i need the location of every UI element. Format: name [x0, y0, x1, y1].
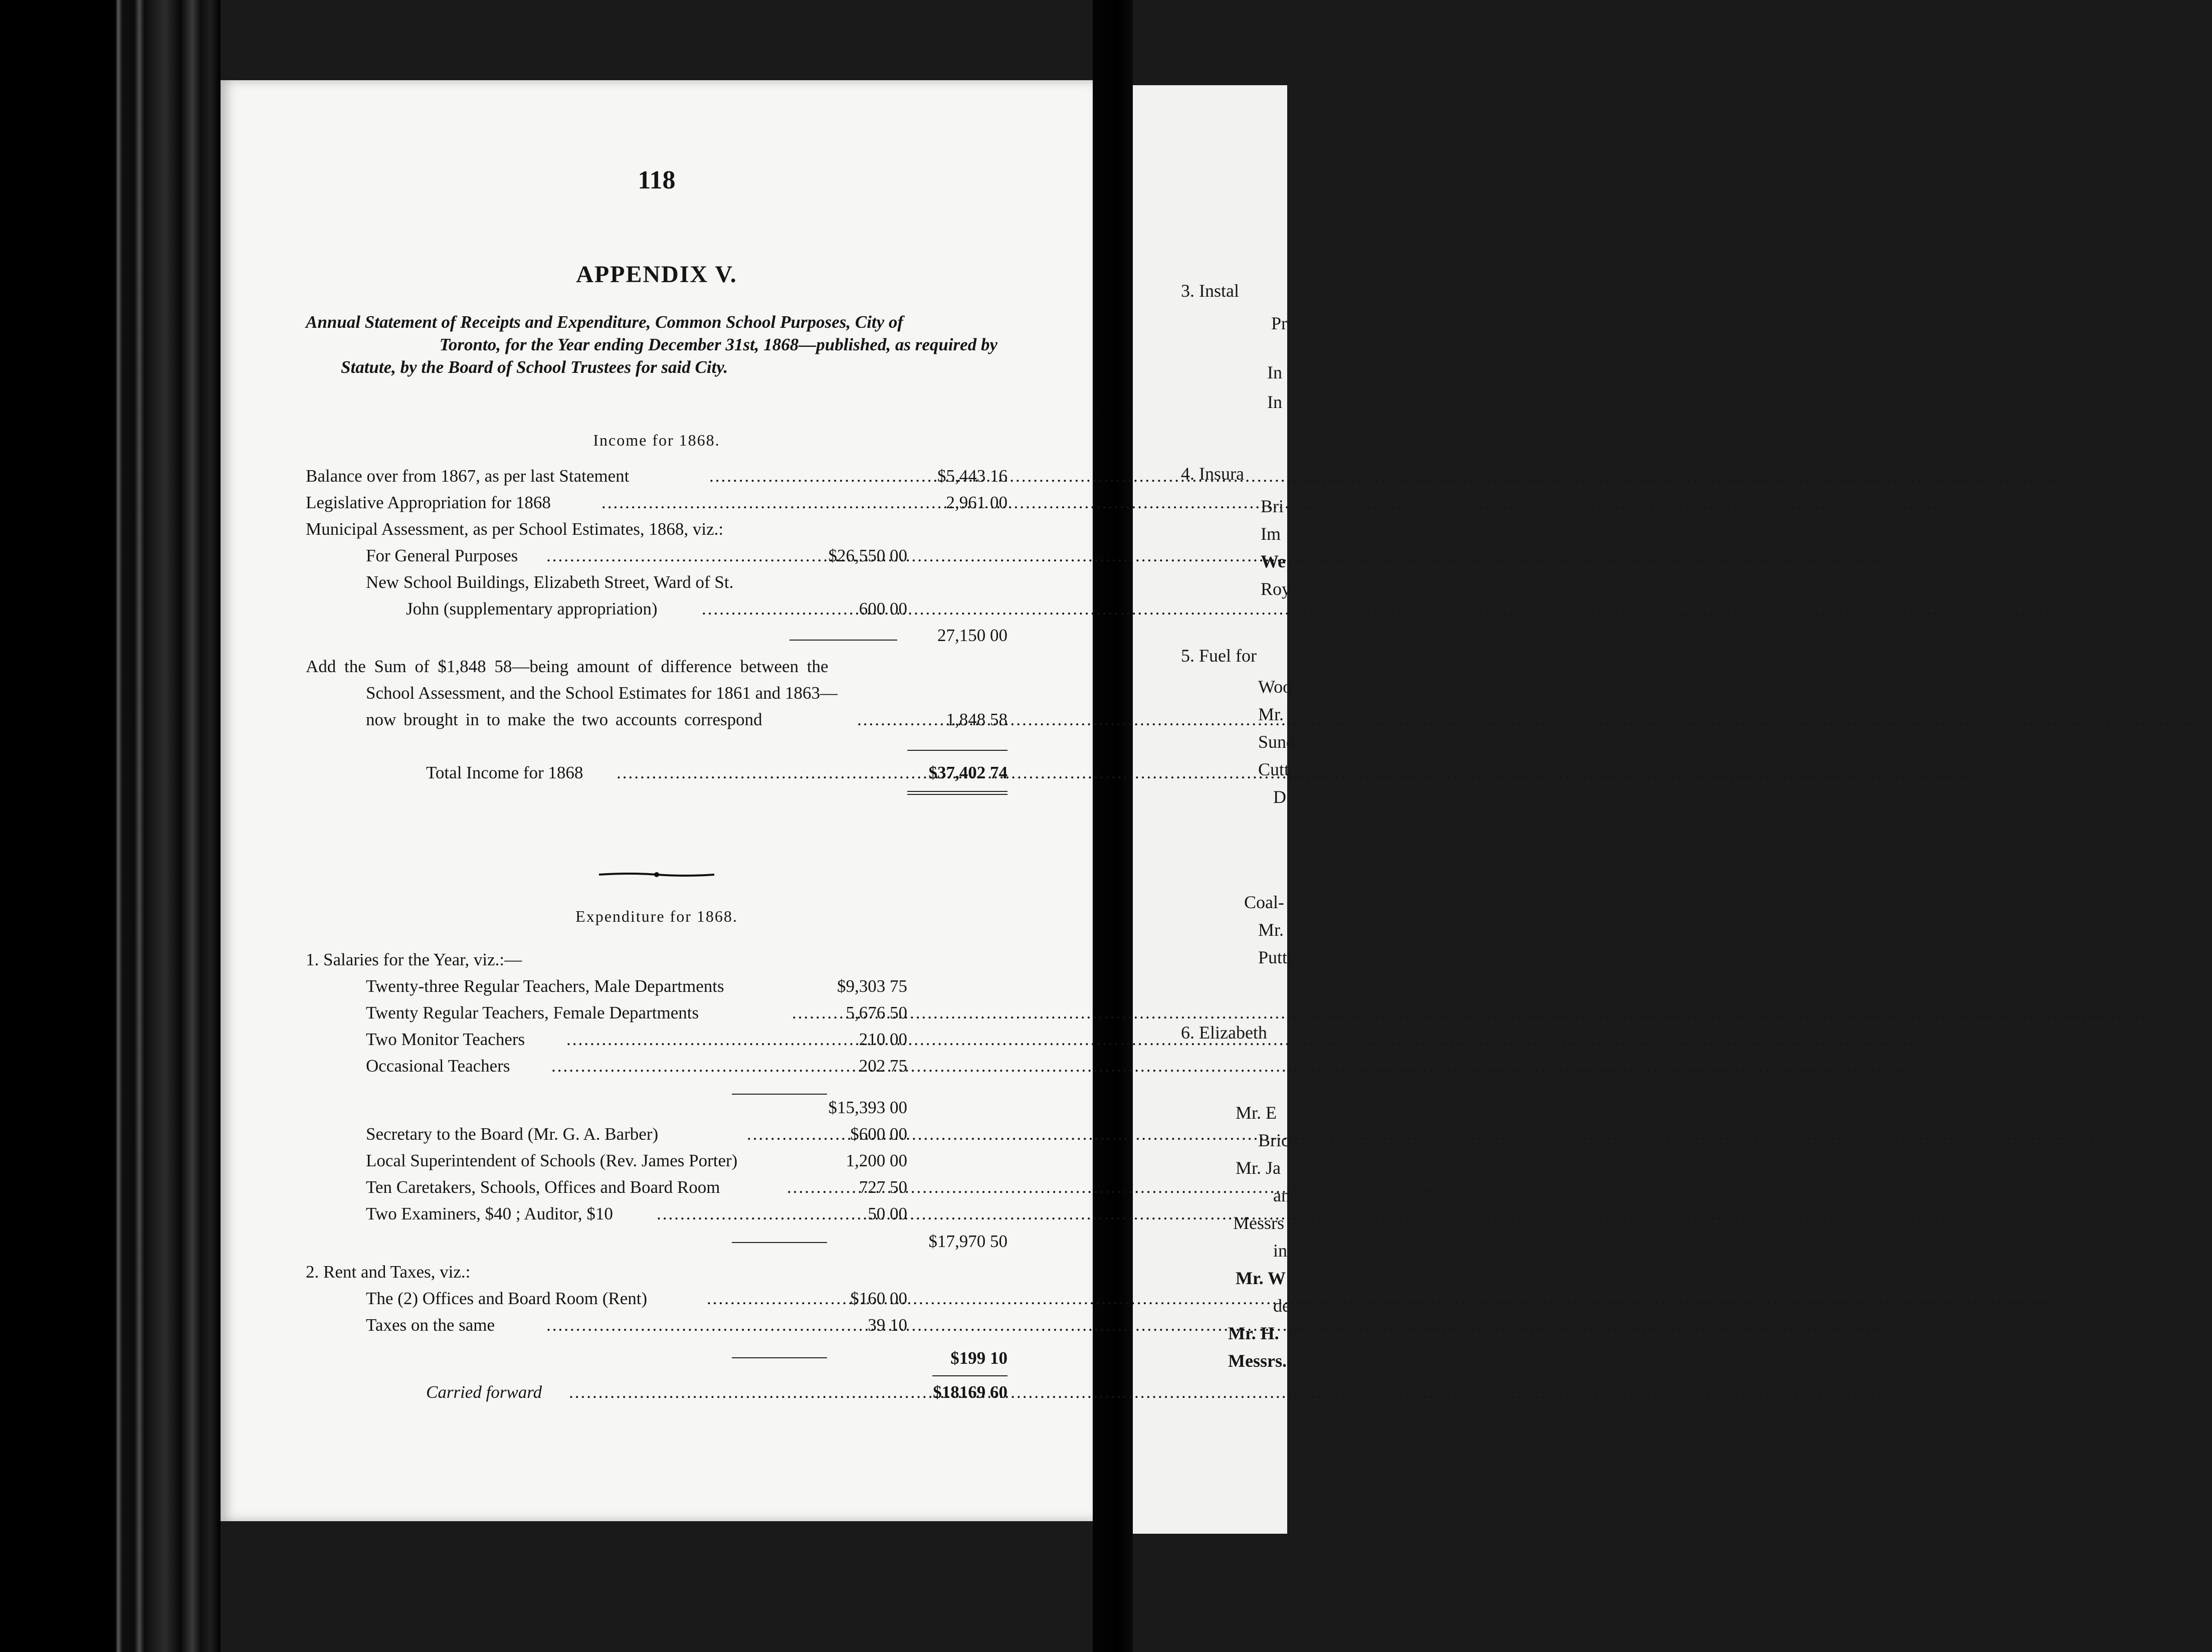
row-label: Two Examiners, $40 ; Auditor, $10 — [366, 1204, 613, 1223]
row-label: Local Superintendent of Schools (Rev. James Porter) — [366, 1151, 738, 1170]
facing-text: We — [1261, 551, 1286, 571]
facing-text: 4. Insura — [1181, 464, 1244, 484]
facing-text: 6. Elizabeth — [1181, 1022, 1267, 1043]
document-page — [221, 80, 1093, 1521]
expenditure-row — [306, 1231, 1008, 1252]
facing-text: Im — [1261, 524, 1281, 544]
expenditure-heading: Expenditure for 1868. — [575, 907, 738, 925]
facing-text: Woo — [1258, 677, 1292, 697]
facing-text: D — [1273, 787, 1286, 807]
row-amount: $9,303 75 — [837, 976, 907, 996]
ornament-divider — [599, 871, 714, 878]
expenditure-row — [306, 1348, 1008, 1368]
leader-dots — [617, 763, 907, 783]
row-label: New School Buildings, Elizabeth Street, Ward of St. — [366, 572, 734, 592]
row-label: Ten Caretakers, Schools, Offices and Board Room — [366, 1177, 720, 1197]
income-row — [306, 710, 1008, 730]
row-label: Legislative Appropriation for 1868 — [306, 493, 551, 512]
facing-text: Mr. Ja — [1236, 1158, 1281, 1178]
caption-line: Statute, by the Board of School Trustees for said City. — [341, 357, 728, 377]
row-label: John (supplementary appropriation) — [406, 599, 658, 618]
expenditure-row — [306, 1151, 1008, 1171]
facing-text: In — [1267, 392, 1282, 412]
row-label: 1. Salaries for the Year, viz.:— — [306, 950, 522, 969]
expenditure-row — [306, 950, 1008, 970]
row-amount: $5,443 16 — [937, 466, 1008, 486]
row-label: 2. Rent and Taxes, viz.: — [306, 1262, 471, 1282]
carried-forward-row — [306, 1382, 1008, 1402]
row-label: Municipal Assessment, as per School Estimates, 1868, viz.: — [306, 519, 724, 539]
caption-line: Toronto, for the Year ending December 31st, 1868—published, as required by — [439, 335, 997, 354]
row-label: The (2) Offices and Board Room (Rent) — [366, 1289, 648, 1308]
expenditure-row — [306, 1262, 1008, 1282]
facing-text: in — [1273, 1241, 1288, 1261]
row-amount: $17,970 50 — [928, 1231, 1008, 1251]
book-binding — [0, 0, 221, 1652]
facing-text: Cutt — [1258, 759, 1290, 779]
row-label: Two Monitor Teachers — [366, 1029, 525, 1049]
facing-text: de — [1273, 1296, 1290, 1316]
row-amount: 727 50 — [859, 1177, 907, 1197]
row-label: Taxes on the same — [366, 1315, 495, 1335]
row-amount: 39 10 — [868, 1315, 907, 1335]
row-amount: 5,676 50 — [846, 1003, 907, 1022]
row-amount: $600 00 — [850, 1124, 907, 1144]
leader-dots — [709, 466, 907, 486]
leader-dots — [546, 546, 802, 566]
income-row — [306, 599, 1008, 619]
leader-dots — [657, 1204, 807, 1224]
total-rule — [907, 750, 1008, 751]
row-label: Carried forward — [426, 1382, 542, 1402]
leader-dots — [787, 1177, 807, 1197]
income-row — [306, 572, 1008, 592]
facing-text: Mr. — [1258, 704, 1284, 724]
row-label: Add the Sum of $1,848 58—being amount of difference between the — [306, 657, 829, 676]
row-amount: 1,200 00 — [846, 1151, 907, 1170]
facing-text: Bric — [1258, 1130, 1289, 1150]
facing-text: Bri — [1261, 496, 1284, 516]
row-amount: $15,393 00 — [828, 1098, 907, 1117]
row-amount: 202 75 — [859, 1056, 907, 1076]
row-label: Occasional Teachers — [366, 1056, 510, 1076]
income-row — [306, 683, 1008, 703]
facing-text: Mr. W — [1236, 1268, 1286, 1288]
facing-text: In — [1267, 362, 1282, 382]
row-amount: $26,550 00 — [828, 546, 907, 565]
leader-dots — [702, 599, 807, 619]
row-amount: $160 00 — [850, 1289, 907, 1308]
expenditure-row — [306, 1098, 1008, 1118]
row-amount: $18169 60 — [933, 1382, 1008, 1402]
expenditure-row — [306, 1289, 1008, 1309]
income-row — [306, 546, 1008, 566]
row-amount: 50 00 — [868, 1204, 907, 1223]
row-amount: 2,961 00 — [946, 493, 1008, 512]
row-label: Total Income for 1868 — [426, 763, 583, 782]
income-total-row — [306, 763, 1008, 783]
row-label: For General Purposes — [366, 546, 518, 565]
facing-text: Messrs. — [1228, 1351, 1287, 1371]
book-gutter — [1093, 0, 1133, 1652]
statement-caption — [306, 311, 997, 378]
expenditure-row — [306, 1124, 1008, 1144]
income-row — [306, 657, 1008, 677]
expenditure-row — [306, 976, 1008, 996]
leader-dots — [857, 710, 907, 730]
income-row — [306, 493, 1008, 513]
sum-rule — [732, 1094, 827, 1095]
facing-text: Sund — [1258, 732, 1296, 752]
expenditure-row — [306, 1029, 1008, 1050]
row-amount: 27,150 00 — [937, 626, 1008, 645]
row-label: Twenty Regular Teachers, Female Departments — [366, 1003, 699, 1022]
facing-text: 5. Fuel for — [1181, 646, 1257, 666]
expenditure-row — [306, 1003, 1008, 1023]
row-label: Secretary to the Board (Mr. G. A. Barber) — [366, 1124, 659, 1144]
page-number: 118 — [638, 166, 676, 194]
leader-dots — [707, 1289, 807, 1309]
leader-dots — [601, 493, 907, 513]
facing-text: Putti — [1258, 947, 1293, 967]
row-label: Twenty-three Regular Teachers, Male Departments — [366, 976, 724, 996]
leader-dots — [546, 1315, 807, 1335]
expenditure-row — [306, 1056, 1008, 1076]
leader-dots — [792, 1003, 807, 1023]
facing-text: Pr — [1271, 313, 1288, 333]
row-amount: $199 10 — [950, 1348, 1008, 1368]
row-label: now brought in to make the two accounts correspond — [366, 710, 762, 729]
facing-text: Messrs — [1233, 1213, 1285, 1233]
expenditure-row — [306, 1177, 1008, 1197]
income-heading: Income for 1868. — [593, 431, 720, 449]
leader-dots — [747, 1124, 807, 1144]
caption-line: Annual Statement of Receipts and Expenditure, Common School Purposes, City of — [306, 312, 904, 332]
expenditure-row — [306, 1315, 1008, 1335]
income-row — [306, 519, 1008, 539]
row-amount: 210 00 — [859, 1029, 907, 1049]
row-amount: 600 00 — [859, 599, 907, 618]
row-label: Balance over from 1867, as per last Statement — [306, 466, 630, 486]
facing-text: an — [1273, 1185, 1290, 1205]
double-rule — [907, 791, 1008, 795]
expenditure-row — [306, 1204, 1008, 1224]
leader-dots — [566, 1029, 807, 1050]
income-row — [306, 466, 1008, 486]
row-amount: 1,848 58 — [946, 710, 1008, 729]
total-rule — [932, 1375, 1008, 1376]
income-row — [306, 626, 1008, 646]
facing-text: Coal- — [1244, 892, 1284, 912]
appendix-title: APPENDIX V. — [576, 261, 737, 288]
row-label: School Assessment, and the School Estimates for 1861 and 1863— — [366, 683, 838, 703]
row-amount: $37,402 74 — [928, 763, 1008, 782]
facing-text: Mr. H. — [1228, 1323, 1279, 1343]
facing-text: Mr. E — [1236, 1103, 1277, 1123]
facing-text: 3. Instal — [1181, 281, 1239, 301]
facing-text: Mr. — [1258, 920, 1284, 940]
leader-dots — [551, 1056, 807, 1076]
facing-text: Roy — [1261, 579, 1291, 599]
leader-dots — [569, 1382, 902, 1402]
